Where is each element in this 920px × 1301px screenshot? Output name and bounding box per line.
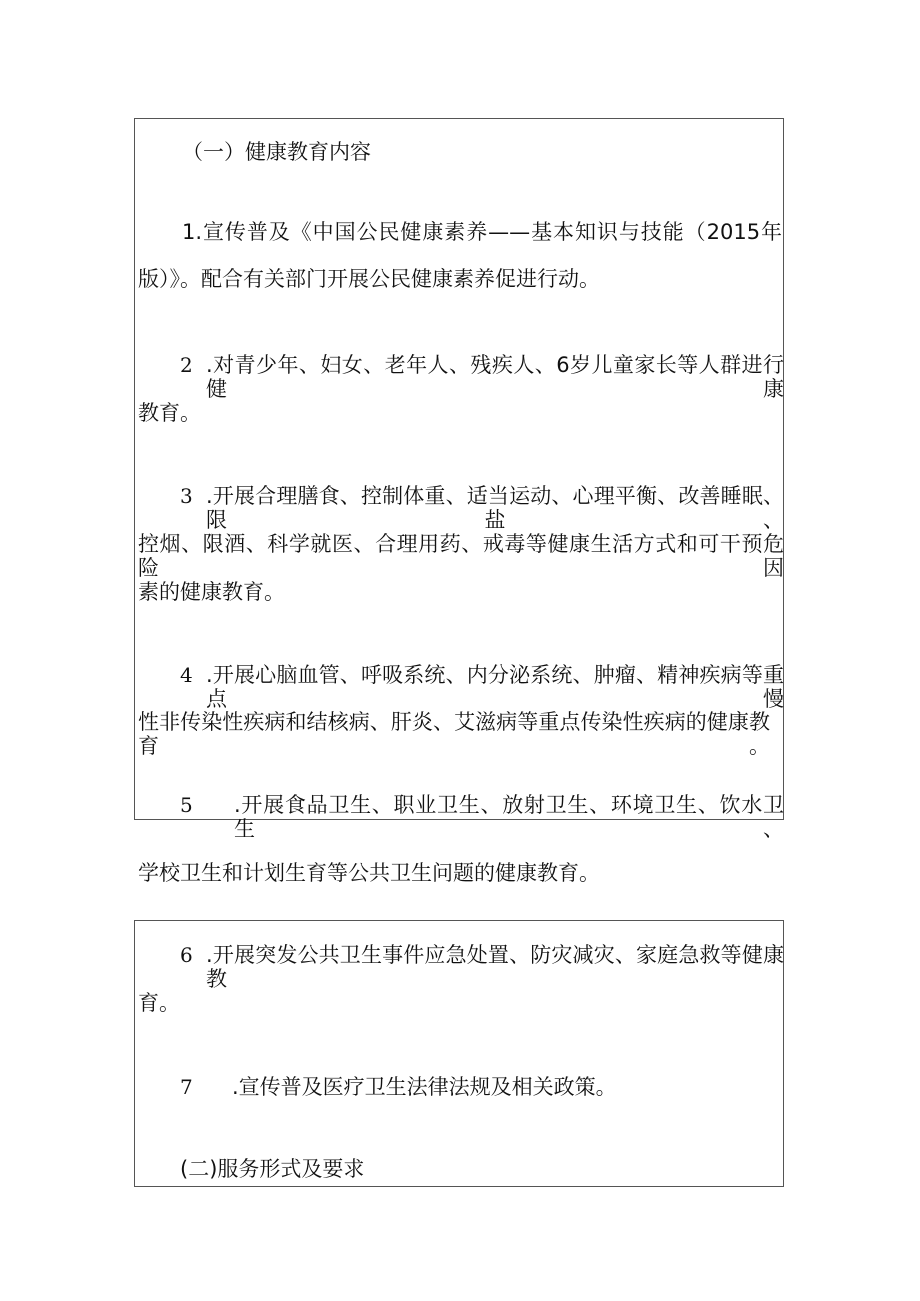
item-5-line-2: 学校卫生和计划生育等公共卫生问题的健康教育。 xyxy=(138,861,600,885)
item-4-number: 4 xyxy=(180,663,193,687)
item-7-line-1: .宣传普及医疗卫生法律法规及相关政策。 xyxy=(232,1075,617,1099)
item-3-number: 3 xyxy=(180,484,193,508)
item-4-line-2: 性非传染性疾病和结核病、肝炎、艾滋病等重点传染性疾病的健康教育。 xyxy=(138,710,770,758)
item-7-number: 7 xyxy=(180,1075,193,1099)
section-heading-service-form: (二)服务形式及要求 xyxy=(180,1157,365,1181)
item-4-line-1: .开展心脑血管、呼吸系统、内分泌系统、肿瘤、精神疾病等重点慢 xyxy=(206,663,784,711)
item-5-number: 5 xyxy=(180,793,193,817)
item-2-number: 2 xyxy=(180,353,193,377)
item-2-line-1: .对青少年、妇女、老年人、残疾人、6岁儿童家长等人群进行健康 xyxy=(206,353,784,401)
item-5-line-1: .开展食品卫生、职业卫生、放射卫生、环境卫生、饮水卫生、 xyxy=(234,793,784,841)
item-1-line-1: 1.宣传普及《中国公民健康素养——基本知识与技能（2015年 xyxy=(182,220,782,244)
item-3-line-2: 控烟、限酒、科学就医、合理用药、戒毒等健康生活方式和可干预危险因 xyxy=(138,532,784,580)
item-2-line-2: 教育。 xyxy=(138,401,201,425)
item-1-line-2: 版）》。配合有关部门开展公民健康素养促进行动。 xyxy=(138,267,600,291)
item-3-line-3: 素的健康教育。 xyxy=(138,580,285,604)
item-6-number: 6 xyxy=(180,943,193,967)
item-6-line-1: .开展突发公共卫生事件应急处置、防灾减灾、家庭急救等健康教 xyxy=(206,943,784,991)
section-heading-health-education: （一）健康教育内容 xyxy=(182,140,371,164)
item-3-line-1: .开展合理膳食、控制体重、适当运动、心理平衡、改善睡眠、限盐、 xyxy=(206,484,784,532)
item-6-line-2: 育。 xyxy=(138,991,180,1015)
